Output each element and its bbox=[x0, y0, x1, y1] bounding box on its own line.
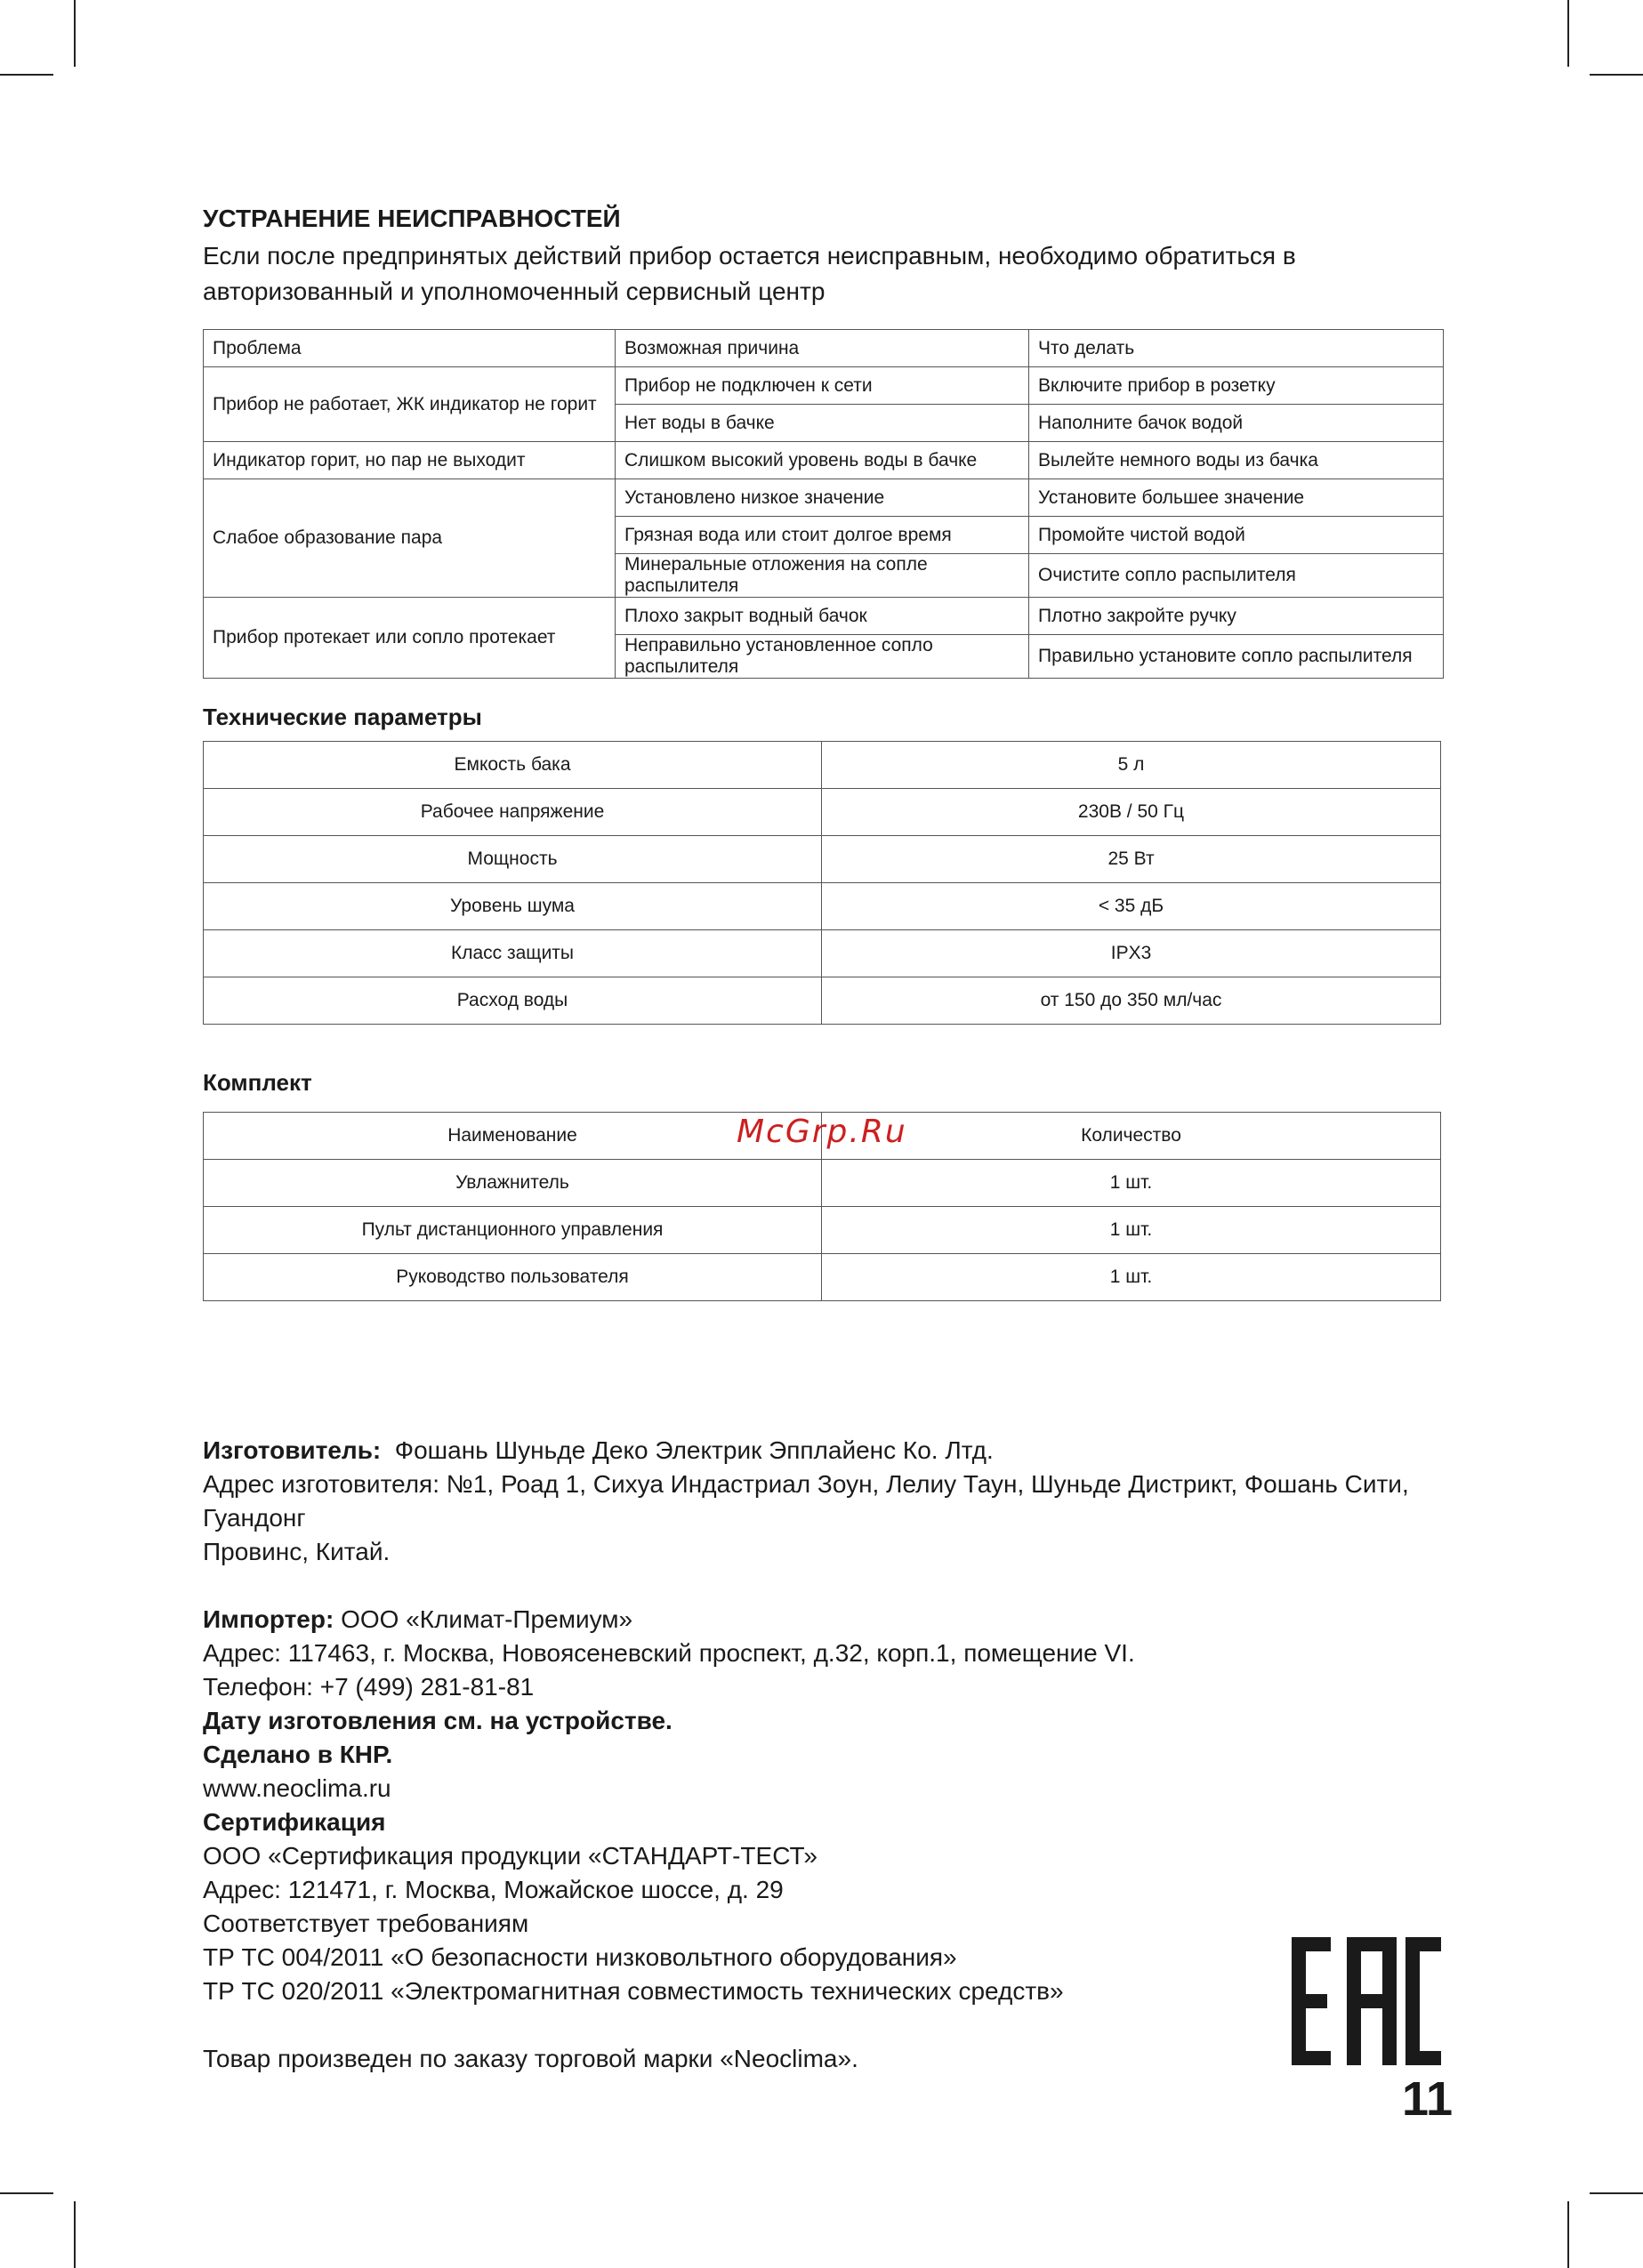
table-row bbox=[204, 367, 1444, 405]
table-row bbox=[204, 442, 1444, 479]
importer-address: Адрес: 117463, г. Москва, Новоясеневский проспект, д.32, корп.1, помещение VI. bbox=[203, 1639, 1135, 1667]
manufacture-date-note: Дату изготовления см. на устройстве. bbox=[203, 1707, 673, 1734]
cause-cell: Грязная вода или стоит долгое время bbox=[616, 517, 1029, 554]
cause-cell: Плохо закрыт водный бачок bbox=[616, 598, 1029, 635]
problem-cell: Прибор не работает, ЖК индикатор не горит bbox=[204, 367, 616, 442]
footer-info bbox=[203, 1434, 1448, 2076]
header-problem: Проблема bbox=[204, 330, 616, 367]
watermark: McGrp.Ru bbox=[737, 1114, 907, 1150]
problem-cell: Индикатор горит, но пар не выходит bbox=[204, 442, 616, 479]
importer-phone: Телефон: +7 (499) 281-81-81 bbox=[203, 1673, 535, 1701]
made-in-note: Сделано в КНР. bbox=[203, 1741, 393, 1768]
kit-item-qty: 1 шт. bbox=[822, 1254, 1441, 1301]
manufacturer-address-2: Провинс, Китай. bbox=[203, 1538, 391, 1565]
spec-value: < 35 дБ bbox=[822, 883, 1441, 930]
spec-value: от 150 до 350 мл/час bbox=[822, 977, 1441, 1025]
kit-title: Комплект bbox=[203, 1069, 312, 1096]
spec-name: Рабочее напряжение bbox=[204, 789, 822, 836]
kit-item-qty: 1 шт. bbox=[822, 1207, 1441, 1254]
spec-value: 230В / 50 Гц bbox=[822, 789, 1441, 836]
certification-title: Сертификация bbox=[203, 1808, 386, 1836]
specs-table bbox=[203, 741, 1441, 1025]
manufacturer-address-1: Адрес изготовителя: №1, Роад 1, Сихуа Индастриал Зоун, Лелиу Таун, Шуньде Дистрикт, Фошань Сити, Гуандонг bbox=[203, 1470, 1409, 1532]
crop-mark bbox=[1590, 2192, 1643, 2194]
spec-name: Расход воды bbox=[204, 977, 822, 1025]
spec-value: IPX3 bbox=[822, 930, 1441, 977]
cause-cell: Слишком высокий уровень воды в бачке bbox=[616, 442, 1029, 479]
table-row bbox=[204, 836, 1441, 883]
kit-item-name: Пульт дистанционного управления bbox=[204, 1207, 822, 1254]
header-action: Что делать bbox=[1029, 330, 1444, 367]
cause-cell: Нет воды в бачке bbox=[616, 405, 1029, 442]
kit-item-name: Руководство пользователя bbox=[204, 1254, 822, 1301]
header-name: Наименование bbox=[204, 1113, 822, 1160]
website: www.neoclima.ru bbox=[203, 1774, 391, 1802]
troubleshooting-intro: Если после предпринятых действий прибор остается неисправным, необходимо обратиться в авторизованный и уполномоченный сервисный центр bbox=[203, 242, 1296, 305]
action-cell: Установите большее значение bbox=[1029, 479, 1444, 517]
table-row bbox=[204, 930, 1441, 977]
action-cell: Наполните бачок водой bbox=[1029, 405, 1444, 442]
table-row bbox=[204, 1207, 1441, 1254]
crop-mark bbox=[0, 2192, 53, 2194]
table-row bbox=[204, 977, 1441, 1025]
spec-value: 5 л bbox=[822, 742, 1441, 789]
manufacturer-label: Изготовитель: bbox=[203, 1436, 382, 1464]
crop-mark bbox=[1567, 2201, 1569, 2268]
action-cell: Промойте чистой водой bbox=[1029, 517, 1444, 554]
cause-cell: Прибор не подключен к сети bbox=[616, 367, 1029, 405]
action-cell: Плотно закройте ручку bbox=[1029, 598, 1444, 635]
crop-mark bbox=[1567, 0, 1569, 67]
action-cell: Правильно установите сопло распылителя bbox=[1029, 635, 1444, 679]
crop-mark bbox=[74, 2201, 76, 2268]
certification-org: ООО «Сертификация продукции «СТАНДАРТ-ТЕСТ» bbox=[203, 1842, 817, 1870]
problem-cell: Прибор протекает или сопло протекает bbox=[204, 598, 616, 679]
page-number: 11 bbox=[1402, 2072, 1454, 2126]
spec-value: 25 Вт bbox=[822, 836, 1441, 883]
spec-name: Класс защиты bbox=[204, 930, 822, 977]
table-row bbox=[204, 479, 1444, 517]
importer-name: ООО «Климат-Премиум» bbox=[341, 1605, 633, 1633]
regulation-2: ТР ТС 020/2011 «Электромагнитная совместимость технических средств» bbox=[203, 1977, 1064, 2005]
table-row bbox=[204, 598, 1444, 635]
table-header-row bbox=[204, 330, 1444, 367]
specs-title: Технические параметры bbox=[203, 704, 482, 730]
importer-label: Импортер: bbox=[203, 1605, 334, 1633]
crop-mark bbox=[74, 0, 76, 67]
spec-name: Мощность bbox=[204, 836, 822, 883]
certification-address: Адрес: 121471, г. Москва, Можайское шоссе, д. 29 bbox=[203, 1876, 784, 1903]
kit-item-name: Увлажнитель bbox=[204, 1160, 822, 1207]
spec-name: Уровень шума bbox=[204, 883, 822, 930]
header-qty: Количество bbox=[822, 1113, 1441, 1160]
importer-line bbox=[203, 1603, 1448, 1637]
table-row bbox=[204, 789, 1441, 836]
crop-mark bbox=[1590, 74, 1643, 76]
manufacturer-line bbox=[203, 1434, 1448, 1468]
table-row bbox=[204, 742, 1441, 789]
cause-cell: Минеральные отложения на сопле распылителя bbox=[616, 554, 1029, 598]
regulation-1: ТР ТС 004/2011 «О безопасности низковольтного оборудования» bbox=[203, 1943, 957, 1971]
kit-item-qty: 1 шт. bbox=[822, 1160, 1441, 1207]
table-row bbox=[204, 883, 1441, 930]
table-row bbox=[204, 1160, 1441, 1207]
cause-cell: Неправильно установленное сопло распылителя bbox=[616, 635, 1029, 679]
crop-mark bbox=[0, 74, 53, 76]
action-cell: Включите прибор в розетку bbox=[1029, 367, 1444, 405]
trademark-note: Товар произведен по заказу торговой марки «Neoclima». bbox=[203, 2045, 858, 2072]
header-cause: Возможная причина bbox=[616, 330, 1029, 367]
action-cell: Очистите сопло распылителя bbox=[1029, 554, 1444, 598]
problem-cell: Слабое образование пара bbox=[204, 479, 616, 598]
cause-cell: Установлено низкое значение bbox=[616, 479, 1029, 517]
troubleshooting-title: УСТРАНЕНИЕ НЕИСПРАВНОСТЕЙ bbox=[203, 205, 621, 232]
certification-complies: Соответствует требованиям bbox=[203, 1910, 529, 1937]
eac-mark-icon bbox=[1292, 1937, 1441, 2065]
manufacturer-name: Фошань Шуньде Деко Электрик Эпплайенс Ко. Лтд. bbox=[394, 1436, 994, 1464]
action-cell: Вылейте немного воды из бачка bbox=[1029, 442, 1444, 479]
table-row bbox=[204, 1254, 1441, 1301]
spec-name: Емкость бака bbox=[204, 742, 822, 789]
troubleshooting-table bbox=[203, 329, 1444, 679]
